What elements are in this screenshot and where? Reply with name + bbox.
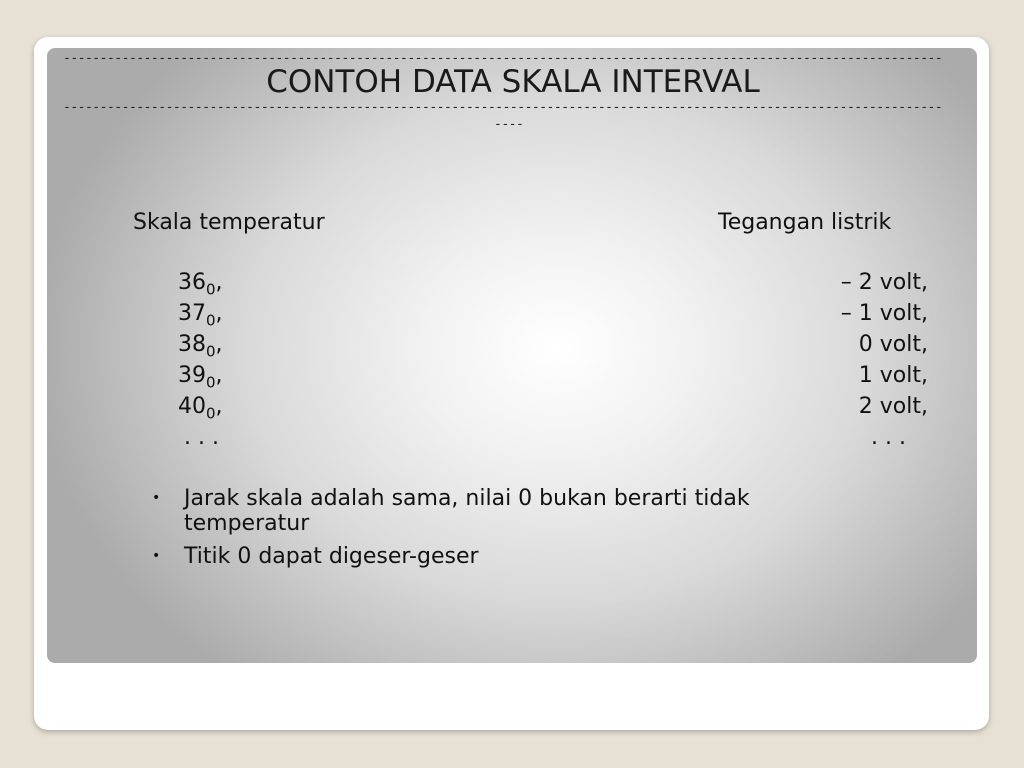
bullet-text: Titik 0 dapat digeser-geser	[184, 544, 479, 569]
bullet-dot-icon: •	[152, 490, 161, 506]
voltage-item: 2 volt,	[858, 394, 928, 419]
temperature-item: $36_0$,	[178, 270, 223, 299]
voltage-item: – 1 volt,	[840, 301, 928, 326]
title-dash-top: ------------------------------------------------------------------------------------------------------------------------	[63, 52, 943, 66]
bullet-dot-icon: •	[152, 548, 161, 564]
voltage-ellipsis: . . .	[871, 425, 906, 450]
voltage-item: 1 volt,	[858, 363, 928, 388]
voltage-list	[841, 267, 928, 453]
bullet-item	[148, 544, 868, 569]
bullet-item	[148, 486, 868, 536]
temperature-item: $40_0$,	[178, 394, 223, 423]
temperature-item: $37_0$,	[178, 301, 223, 330]
voltage-item: – 2 volt,	[840, 270, 928, 295]
slide-title: CONTOH DATA SKALA INTERVAL	[266, 64, 760, 100]
title-dash-tail: ----	[494, 117, 524, 132]
bullet-text: Jarak skala adalah sama, nilai 0 bukan berarti tidak temperatur	[184, 486, 750, 536]
right-column-header: Tegangan listrik	[718, 210, 892, 235]
bullet-list	[148, 486, 868, 577]
left-column-header: Skala temperatur	[133, 210, 325, 235]
temperature-item: $39_0$,	[178, 363, 223, 392]
title-dash-bottom: ------------------------------------------------------------------------------------------------------------------------	[63, 101, 943, 115]
temperature-list	[178, 267, 223, 453]
temperature-ellipsis: . . .	[184, 425, 219, 450]
voltage-item: 0 volt,	[858, 332, 928, 357]
temperature-item: $38_0$,	[178, 332, 223, 361]
